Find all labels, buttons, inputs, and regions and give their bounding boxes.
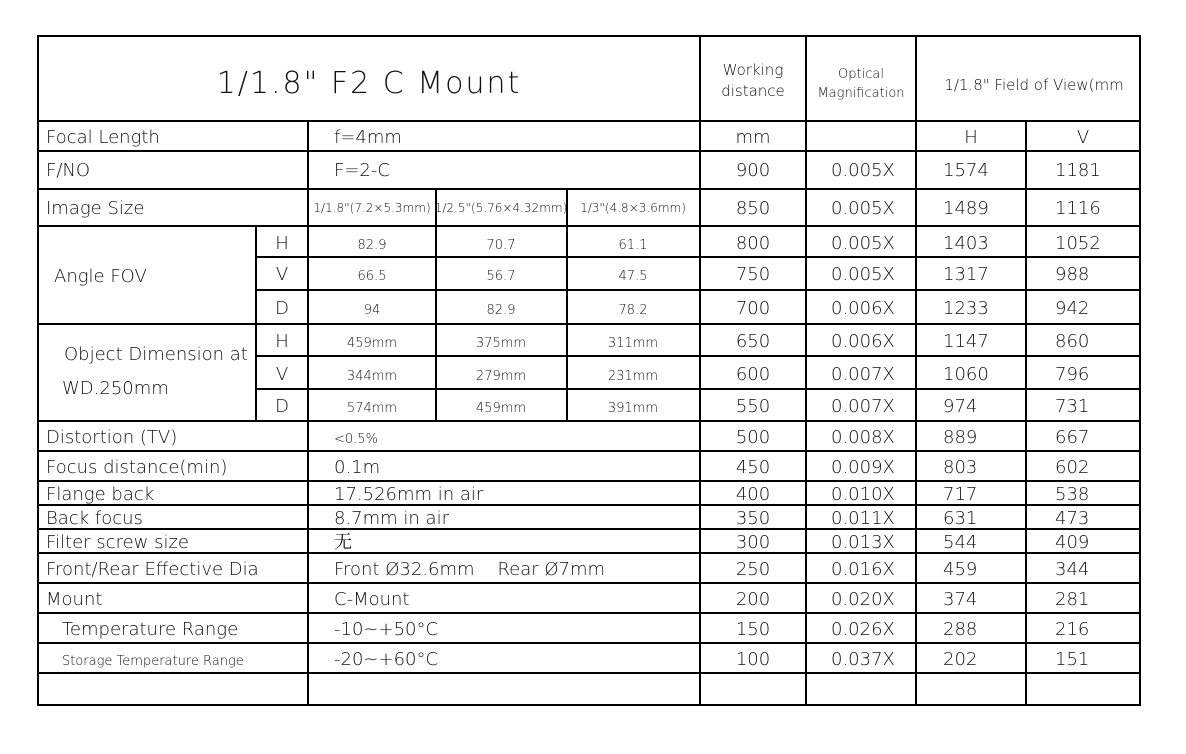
working-distance-cell: 700 <box>735 298 771 319</box>
angle-fov-axis: D <box>275 298 289 319</box>
object-dimension-value: 459mm <box>475 401 527 416</box>
working-distance-cell: 100 <box>735 649 771 670</box>
magnification-cell: 0.007X <box>831 364 895 385</box>
focus-distance-label: Focus distance(min) <box>46 457 228 478</box>
effective-dia-value: Front Ø32.6mm Rear Ø7mm <box>334 559 606 580</box>
fov-v-cell: 151 <box>1055 649 1090 670</box>
angle-fov-value: 56.7 <box>486 269 516 284</box>
working-distance-header-line2: distance <box>721 82 785 100</box>
working-distance-cell: 350 <box>735 508 771 529</box>
image-size-label: Image Size <box>46 198 145 219</box>
working-distance-cell: 900 <box>735 160 771 181</box>
object-dimension-axis: D <box>275 396 289 417</box>
fov-h-cell: 1489 <box>943 198 989 219</box>
fov-h-cell: 1403 <box>943 233 989 254</box>
fov-v-cell: 538 <box>1055 484 1090 505</box>
working-distance-cell: 600 <box>735 364 771 385</box>
field-of-view-header: 1/1.8" Field of View(mm <box>944 76 1124 94</box>
angle-fov-value: 66.5 <box>357 269 387 284</box>
distortion-value: <0.5% <box>334 432 378 447</box>
temperature-label: Temperature Range <box>62 619 239 640</box>
fov-v-cell: 409 <box>1055 532 1090 553</box>
working-distance-cell: 800 <box>735 233 771 254</box>
focal-length-value: f=4mm <box>334 127 402 148</box>
angle-fov-value: 94 <box>363 303 381 318</box>
angle-fov-value: 82.9 <box>486 303 516 318</box>
magnification-cell: 0.016X <box>831 559 895 580</box>
fov-v-cell: 1116 <box>1055 198 1101 219</box>
angle-fov-value: 78.2 <box>618 303 648 318</box>
image-size-format: 1/1.8"(7.2×5.3mm) <box>313 201 431 215</box>
magnification-cell: 0.037X <box>831 649 895 670</box>
image-size-format: 1/3"(4.8×3.6mm) <box>580 201 686 215</box>
angle-fov-value: 82.9 <box>357 238 387 253</box>
fov-h-cell: 288 <box>943 619 978 640</box>
mount-label: Mount <box>46 589 103 610</box>
magnification-cell: 0.006X <box>831 331 895 352</box>
filter-screw-label: Filter screw size <box>46 532 189 553</box>
fov-v-header: V <box>1076 127 1090 148</box>
magnification-cell: 0.005X <box>831 160 895 181</box>
working-distance-cell: 150 <box>735 619 771 640</box>
object-dimension-label-line1: Object Dimension at <box>64 344 248 365</box>
fov-v-cell: 796 <box>1055 364 1090 385</box>
angle-fov-axis: H <box>275 233 289 254</box>
working-distance-cell: 550 <box>735 396 771 417</box>
magnification-cell: 0.008X <box>831 427 895 448</box>
filter-screw-value: 无 <box>334 532 352 553</box>
page-title: 1/1.8" F2 C Mount <box>216 66 522 101</box>
fov-h-cell: 803 <box>943 457 978 478</box>
fno-label: F/NO <box>46 160 91 181</box>
working-distance-cell: 750 <box>735 264 771 285</box>
magnification-cell: 0.006X <box>831 298 895 319</box>
focal-length-label: Focal Length <box>46 127 160 148</box>
fov-h-cell: 374 <box>943 589 978 610</box>
fov-v-cell: 988 <box>1055 264 1090 285</box>
unit-mm-header: mm <box>735 127 771 148</box>
distortion-label: Distortion (TV) <box>46 427 178 448</box>
magnification-cell: 0.011X <box>831 508 895 529</box>
fov-v-cell: 1052 <box>1055 233 1101 254</box>
fov-h-cell: 1147 <box>943 331 989 352</box>
magnification-cell: 0.010X <box>831 484 895 505</box>
flange-back-value: 17.526mm in air <box>334 484 484 505</box>
magnification-cell: 0.007X <box>831 396 895 417</box>
object-dimension-axis: H <box>275 331 289 352</box>
object-dimension-value: 311mm <box>607 336 659 351</box>
object-dimension-value: 459mm <box>346 336 398 351</box>
fov-h-cell: 202 <box>943 649 978 670</box>
magnification-cell: 0.009X <box>831 457 895 478</box>
working-distance-cell: 400 <box>735 484 771 505</box>
working-distance-cell: 650 <box>735 331 771 352</box>
fov-v-cell: 667 <box>1055 427 1090 448</box>
fov-h-cell: 1060 <box>943 364 989 385</box>
fov-v-cell: 216 <box>1055 619 1090 640</box>
object-dimension-value: 344mm <box>346 369 398 384</box>
fov-v-cell: 344 <box>1055 559 1090 580</box>
working-distance-cell: 450 <box>735 457 771 478</box>
fov-v-cell: 860 <box>1055 331 1090 352</box>
effective-dia-label: Front/Rear Effective Dia <box>46 559 259 580</box>
object-dimension-axis: V <box>275 364 289 385</box>
angle-fov-value: 61.1 <box>618 238 648 253</box>
object-dimension-value: 574mm <box>346 401 398 416</box>
temperature-value: -10~+50°C <box>334 619 439 640</box>
image-size-format: 1/2.5"(5.76×4.32mm) <box>434 201 568 215</box>
angle-fov-value: 70.7 <box>486 238 516 253</box>
magnification-cell: 0.013X <box>831 532 895 553</box>
magnification-cell: 0.026X <box>831 619 895 640</box>
back-focus-label: Back focus <box>46 508 143 529</box>
fov-v-cell: 473 <box>1055 508 1090 529</box>
angle-fov-axis: V <box>275 264 289 285</box>
magnification-cell: 0.005X <box>831 198 895 219</box>
fov-h-cell: 1233 <box>943 298 989 319</box>
object-dimension-value: 391mm <box>607 401 659 416</box>
angle-fov-label: Angle FOV <box>54 266 147 287</box>
working-distance-cell: 200 <box>735 589 771 610</box>
optical-magnification-header-line1: Optical <box>838 67 884 82</box>
fov-h-cell: 1317 <box>943 264 989 285</box>
angle-fov-value: 47.5 <box>618 269 648 284</box>
fov-v-cell: 1181 <box>1055 160 1101 181</box>
fov-h-cell: 717 <box>943 484 978 505</box>
fov-h-cell: 1574 <box>943 160 989 181</box>
magnification-cell: 0.005X <box>831 233 895 254</box>
working-distance-cell: 500 <box>735 427 771 448</box>
fov-v-cell: 602 <box>1055 457 1090 478</box>
working-distance-cell: 250 <box>735 559 771 580</box>
fov-h-header: H <box>964 127 978 148</box>
fov-h-cell: 459 <box>943 559 978 580</box>
storage-temperature-label: Storage Temperature Range <box>62 654 244 669</box>
fov-h-cell: 544 <box>943 532 978 553</box>
storage-temperature-value: -20~+60°C <box>334 649 439 670</box>
fov-h-cell: 889 <box>943 427 978 448</box>
optical-magnification-header-line2: Magnification <box>817 86 905 101</box>
fov-v-cell: 731 <box>1055 396 1090 417</box>
fov-h-cell: 974 <box>943 396 978 417</box>
flange-back-label: Flange back <box>46 484 155 505</box>
working-distance-cell: 300 <box>735 532 771 553</box>
fov-h-cell: 631 <box>943 508 978 529</box>
object-dimension-value: 279mm <box>475 369 527 384</box>
mount-value: C-Mount <box>334 589 410 610</box>
fov-v-cell: 942 <box>1055 298 1090 319</box>
object-dimension-label-line2: WD.250mm <box>62 378 169 399</box>
focus-distance-value: 0.1m <box>334 457 381 478</box>
back-focus-value: 8.7mm in air <box>334 508 449 529</box>
working-distance-cell: 850 <box>735 198 771 219</box>
magnification-cell: 0.020X <box>831 589 895 610</box>
fno-value: F=2-C <box>334 160 390 181</box>
object-dimension-value: 375mm <box>475 336 527 351</box>
working-distance-header-line1: Working <box>722 61 784 79</box>
object-dimension-value: 231mm <box>607 369 659 384</box>
fov-v-cell: 281 <box>1055 589 1090 610</box>
magnification-cell: 0.005X <box>831 264 895 285</box>
